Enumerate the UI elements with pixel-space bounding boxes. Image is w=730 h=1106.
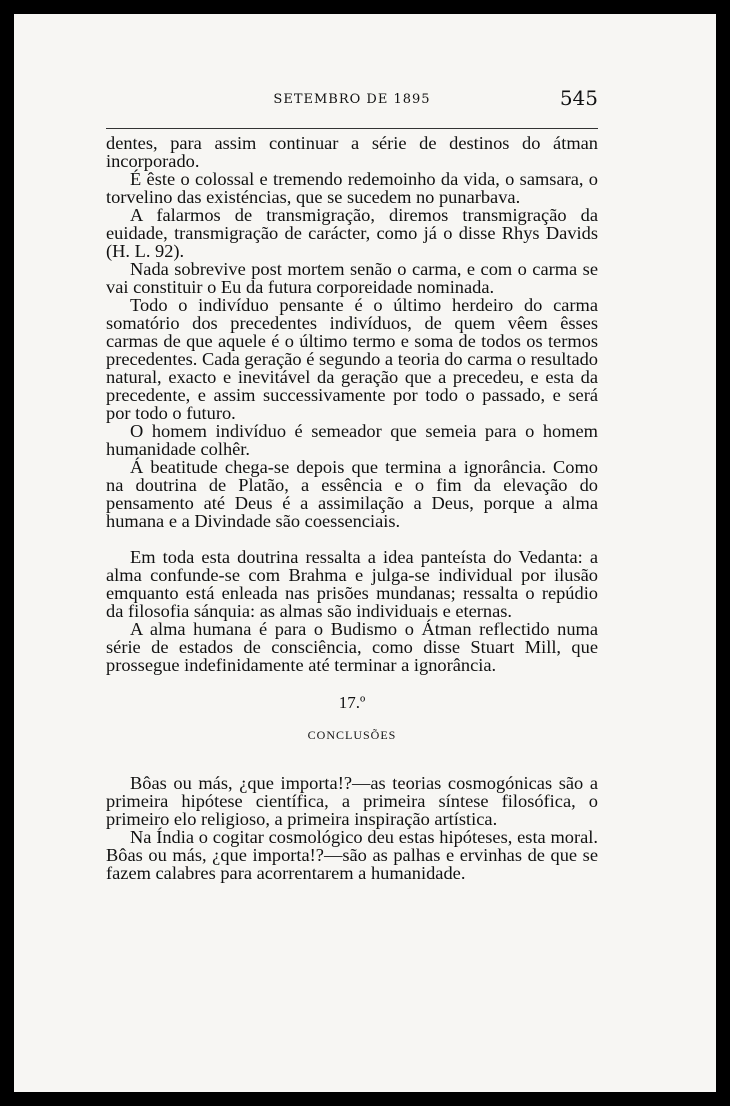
paragraph: É êste o colossal e tremendo redemoinho da vida, o samsara, o torvelino das existéncias, que se sucedem no punarbava. [106, 169, 598, 207]
book-page [14, 14, 716, 1092]
paragraph: dentes, para assim continuar a série de destinos do átman incorporado. [106, 133, 598, 171]
paragraph: Bôas ou más, ¿que importa!?—as teorias cosmogónicas são a primeira hipótese científica, a primeira síntese filosófica, o primeiro elo religioso, a primeira inspiração artística. [106, 773, 598, 829]
paragraph: Todo o indivíduo pensante é o último herdeiro do carma somatório dos precedentes indivíduos, de quem vêem êsses carmas de que aquele é o último termo e soma de todos os termos precedentes. Cada geração é segundo a teoria do carma o resultado natural, exacto e inevitável da geração que a precedeu, e esta da precedente, e assim successivamente por todo o passado, e será por todo o futuro. [106, 295, 598, 423]
paragraph: Em toda esta doutrina ressalta a idea panteísta do Vedanta: a alma confunde-se com Brahma e julga-se individual por ilusão emquanto está enleada nas prisões mundanas; ressalta o repúdio da filosofia sánquia: as almas são individuais e eternas. [106, 547, 598, 621]
paragraph-gap [106, 530, 598, 548]
body-text [106, 134, 598, 882]
paragraph: Á beatitude chega-se depois que termina a ignorância. Como na doutrina de Platão, a essência e o fim da elevação do pensamento até Deus é a assimilação a Deus, porque a alma humana e a Divindade são coessenciais. [106, 457, 598, 531]
section-title: CONCLUSÕES [307, 728, 397, 742]
paragraph: Nada sobrevive post mortem senão o carma, e com o carma se vai constituir o Eu da futura corporeidade nominada. [106, 259, 598, 297]
header-rule [106, 128, 598, 129]
paragraph: A alma humana é para o Budismo o Átman reflectido numa série de estados de consciência, como disse Stuart Mill, que prossegue indefinidamente até terminar a ignorância. [106, 619, 598, 675]
paragraph: A falarmos de transmigração, diremos transmigração da euidade, transmigração de carácter, como já o disse Rhys Davids (H. L. 92). [106, 205, 598, 261]
running-title: SETEMBRO DE 1895 [273, 92, 431, 107]
page-header [106, 88, 598, 122]
paragraph: Na Índia o cogitar cosmológico deu estas hipóteses, esta moral. Bôas ou más, ¿que importa!?—são as palhas e ervinhas de que se fazem calabres para acorrentarem a humanidade. [106, 827, 598, 883]
section-number: 17.º [338, 693, 366, 712]
page-number: 545 [559, 86, 598, 110]
paragraph: O homem indivíduo é semeador que semeia para o homem humanidade colhêr. [106, 421, 598, 459]
